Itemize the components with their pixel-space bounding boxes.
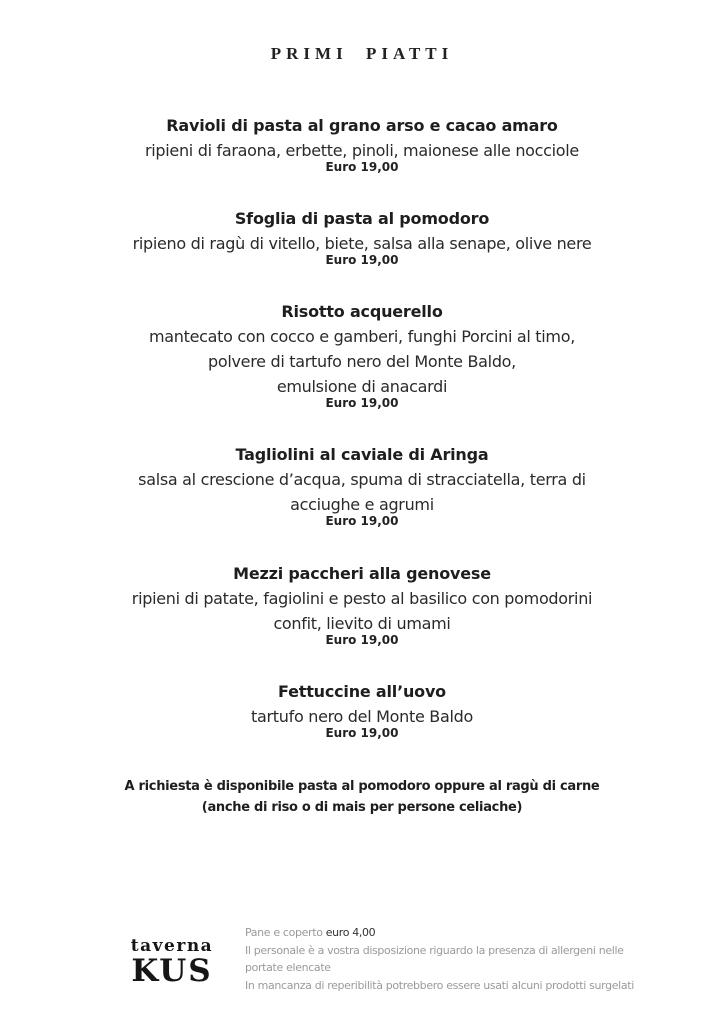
- dish-item: [0, 679, 724, 741]
- dish-price: Euro 19,00: [325, 396, 399, 410]
- dish-price: Euro 19,00: [325, 514, 399, 528]
- dish-description-line: emulsione di anacardi: [276, 377, 448, 396]
- allergen-notice-line: portate elencate: [245, 961, 331, 974]
- note-line: A richiesta è disponibile pasta al pomodoro oppure al ragù di carne: [124, 779, 600, 794]
- dish-item: [0, 299, 724, 411]
- dish-name: Risotto acquerello: [281, 302, 443, 321]
- dish-price: Euro 19,00: [325, 726, 399, 740]
- dish-description-line: acciughe e agrumi: [290, 495, 434, 514]
- allergen-notice-line: Il personale è a vostra disposizione riguardo la presenza di allergeni nelle: [245, 943, 624, 957]
- dish-description-line: salsa al crescione d’acqua, spuma di stracciatella, terra di: [138, 470, 586, 489]
- dish-description: [0, 467, 724, 517]
- cover-charge-line: [245, 924, 715, 942]
- dish-item: [0, 442, 724, 529]
- dish-price: Euro 19,00: [325, 160, 399, 174]
- cover-charge-price: euro 4,00: [325, 926, 376, 939]
- dish-item: [0, 113, 724, 175]
- footer-info: [245, 924, 715, 994]
- dish-name: Fettuccine all’uovo: [278, 682, 446, 701]
- dish-name: Sfoglia di pasta al pomodoro: [234, 209, 490, 228]
- dish-description: [0, 324, 724, 399]
- dish-price: Euro 19,00: [325, 253, 399, 267]
- cover-charge-label: Pane e coperto: [245, 926, 323, 939]
- dish-description-line: polvere di tartufo nero del Monte Baldo,: [208, 352, 516, 371]
- dish-description-line: mantecato con cocco e gamberi, funghi Porcini al timo,: [148, 327, 575, 346]
- dish-description-line: confit, lievito di umami: [273, 614, 451, 633]
- page-title: PRIMI PIATTI: [270, 44, 454, 63]
- taverna-kus-logo: [126, 936, 218, 989]
- pasta-availability-note: [0, 776, 724, 818]
- logo-top-text: taverna: [130, 936, 214, 956]
- frozen-products-notice: In mancanza di reperibilità potrebbero essere usati alcuni prodotti surgelati: [245, 978, 634, 992]
- dish-name: Ravioli di pasta al grano arso e cacao amaro: [166, 116, 558, 135]
- dish-description-line: tartufo nero del Monte Baldo: [251, 707, 473, 726]
- dish-name: Mezzi paccheri alla genovese: [233, 564, 491, 583]
- dish-price: Euro 19,00: [325, 633, 399, 647]
- note-line: (anche di riso o di mais per persone celiache): [201, 800, 523, 815]
- logo-bottom-text: KUS: [131, 953, 213, 989]
- dish-item: [0, 206, 724, 268]
- dish-description-line: ripieno di ragù di vitello, biete, salsa alla senape, olive nere: [132, 234, 592, 253]
- dish-name: Tagliolini al caviale di Aringa: [235, 445, 489, 464]
- dish-description-line: ripieni di faraona, erbette, pinoli, maionese alle nocciole: [145, 141, 579, 160]
- dish-description: [0, 586, 724, 636]
- dish-item: [0, 561, 724, 648]
- dish-description-line: ripieni di patate, fagiolini e pesto al basilico con pomodorini: [131, 589, 593, 608]
